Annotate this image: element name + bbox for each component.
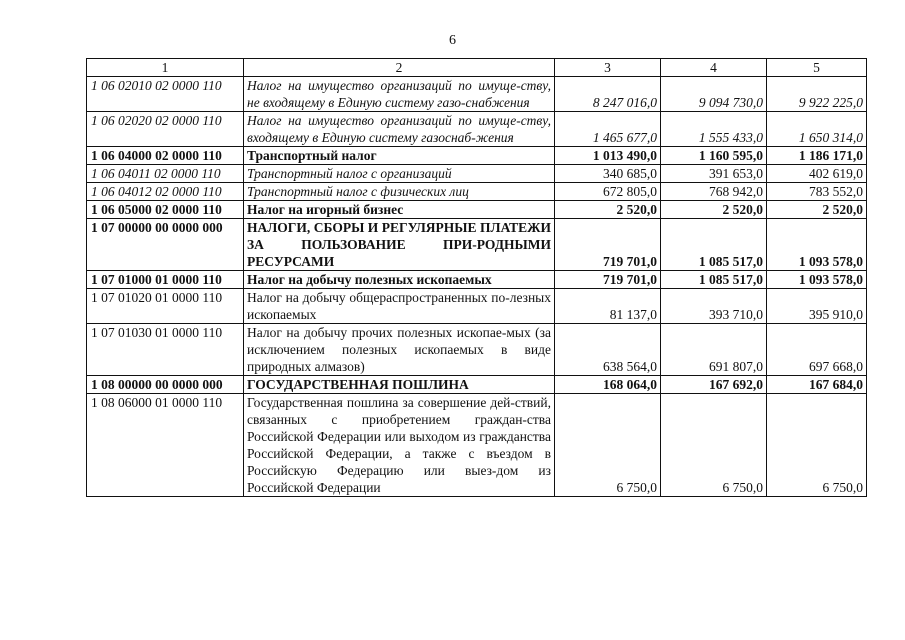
row-value-col3: 638 564,0 xyxy=(555,324,661,376)
row-value-col4: 6 750,0 xyxy=(661,394,767,497)
row-value-col3: 6 750,0 xyxy=(555,394,661,497)
row-code: 1 06 04011 02 0000 110 xyxy=(87,165,244,183)
row-name: Налог на имущество организаций по имуще-ству, не входящему в Единую систему газо-снабжения xyxy=(244,77,555,112)
row-value-col4: 1 085 517,0 xyxy=(661,271,767,289)
row-value-col3: 1 013 490,0 xyxy=(555,147,661,165)
row-value-col3: 672 805,0 xyxy=(555,183,661,201)
row-name: Транспортный налог xyxy=(244,147,555,165)
header-col-5: 5 xyxy=(767,59,867,77)
row-value-col4: 768 942,0 xyxy=(661,183,767,201)
table-row xyxy=(87,219,867,271)
row-value-col3: 719 701,0 xyxy=(555,271,661,289)
row-value-col3: 1 465 677,0 xyxy=(555,112,661,147)
row-name: Транспортный налог с организаций xyxy=(244,165,555,183)
row-name: ГОСУДАРСТВЕННАЯ ПОШЛИНА xyxy=(244,376,555,394)
row-value-col4: 391 653,0 xyxy=(661,165,767,183)
table-row xyxy=(87,183,867,201)
table-row xyxy=(87,271,867,289)
row-code: 1 08 00000 00 0000 000 xyxy=(87,376,244,394)
row-value-col3: 719 701,0 xyxy=(555,219,661,271)
table-row xyxy=(87,112,867,147)
row-name: Транспортный налог с физических лиц xyxy=(244,183,555,201)
row-value-col4: 1 085 517,0 xyxy=(661,219,767,271)
row-name: Налог на добычу прочих полезных ископае-мых (за исключением полезных ископаемых в виде природных алмазов) xyxy=(244,324,555,376)
row-code: 1 08 06000 01 0000 110 xyxy=(87,394,244,497)
row-value-col4: 1 160 595,0 xyxy=(661,147,767,165)
row-code: 1 06 04000 02 0000 110 xyxy=(87,147,244,165)
table-row xyxy=(87,289,867,324)
row-value-col3: 340 685,0 xyxy=(555,165,661,183)
row-value-col4: 167 692,0 xyxy=(661,376,767,394)
row-value-col5: 2 520,0 xyxy=(767,201,867,219)
row-value-col4: 1 555 433,0 xyxy=(661,112,767,147)
row-value-col3: 2 520,0 xyxy=(555,201,661,219)
row-name: НАЛОГИ, СБОРЫ И РЕГУЛЯРНЫЕ ПЛАТЕЖИ ЗА ПОЛЬЗОВАНИЕ ПРИ-РОДНЫМИ РЕСУРСАМИ xyxy=(244,219,555,271)
row-name: Налог на добычу общераспространенных по-лезных ископаемых xyxy=(244,289,555,324)
header-col-4: 4 xyxy=(661,59,767,77)
row-code: 1 07 01000 01 0000 110 xyxy=(87,271,244,289)
row-name: Налог на игорный бизнес xyxy=(244,201,555,219)
row-value-col3: 8 247 016,0 xyxy=(555,77,661,112)
row-value-col5: 783 552,0 xyxy=(767,183,867,201)
row-name: Налог на добычу полезных ископаемых xyxy=(244,271,555,289)
row-code: 1 06 02010 02 0000 110 xyxy=(87,77,244,112)
page-number: 6 xyxy=(449,33,456,48)
table-row xyxy=(87,201,867,219)
row-value-col4: 393 710,0 xyxy=(661,289,767,324)
row-value-col5: 395 910,0 xyxy=(767,289,867,324)
row-code: 1 06 04012 02 0000 110 xyxy=(87,183,244,201)
table-row xyxy=(87,147,867,165)
header-col-2: 2 xyxy=(244,59,555,77)
row-code: 1 07 00000 00 0000 000 xyxy=(87,219,244,271)
budget-revenue-table xyxy=(86,58,867,497)
table-row xyxy=(87,165,867,183)
row-value-col5: 6 750,0 xyxy=(767,394,867,497)
row-value-col5: 9 922 225,0 xyxy=(767,77,867,112)
row-name: Государственная пошлина за совершение дей-ствий, связанных с приобретением граждан-ства Российской Федерации или выходом из гражданства Российской Федерации, а также с въездом в Российскую Федерацию или выез-дом из Российской Федерации xyxy=(244,394,555,497)
header-col-3: 3 xyxy=(555,59,661,77)
table-row xyxy=(87,324,867,376)
row-value-col5: 697 668,0 xyxy=(767,324,867,376)
row-value-col5: 1 186 171,0 xyxy=(767,147,867,165)
row-value-col3: 81 137,0 xyxy=(555,289,661,324)
row-code: 1 07 01020 01 0000 110 xyxy=(87,289,244,324)
header-col-1: 1 xyxy=(87,59,244,77)
row-value-col5: 1 093 578,0 xyxy=(767,271,867,289)
table-row xyxy=(87,394,867,497)
row-value-col4: 9 094 730,0 xyxy=(661,77,767,112)
row-value-col4: 691 807,0 xyxy=(661,324,767,376)
row-value-col5: 167 684,0 xyxy=(767,376,867,394)
header-row xyxy=(87,59,867,77)
row-value-col5: 1 093 578,0 xyxy=(767,219,867,271)
row-code: 1 07 01030 01 0000 110 xyxy=(87,324,244,376)
row-name: Налог на имущество организаций по имуще-ству, входящему в Единую систему газоснаб-жения xyxy=(244,112,555,147)
table-row xyxy=(87,376,867,394)
table-row xyxy=(87,77,867,112)
row-value-col3: 168 064,0 xyxy=(555,376,661,394)
row-value-col5: 402 619,0 xyxy=(767,165,867,183)
row-value-col5: 1 650 314,0 xyxy=(767,112,867,147)
row-code: 1 06 02020 02 0000 110 xyxy=(87,112,244,147)
row-value-col4: 2 520,0 xyxy=(661,201,767,219)
row-code: 1 06 05000 02 0000 110 xyxy=(87,201,244,219)
